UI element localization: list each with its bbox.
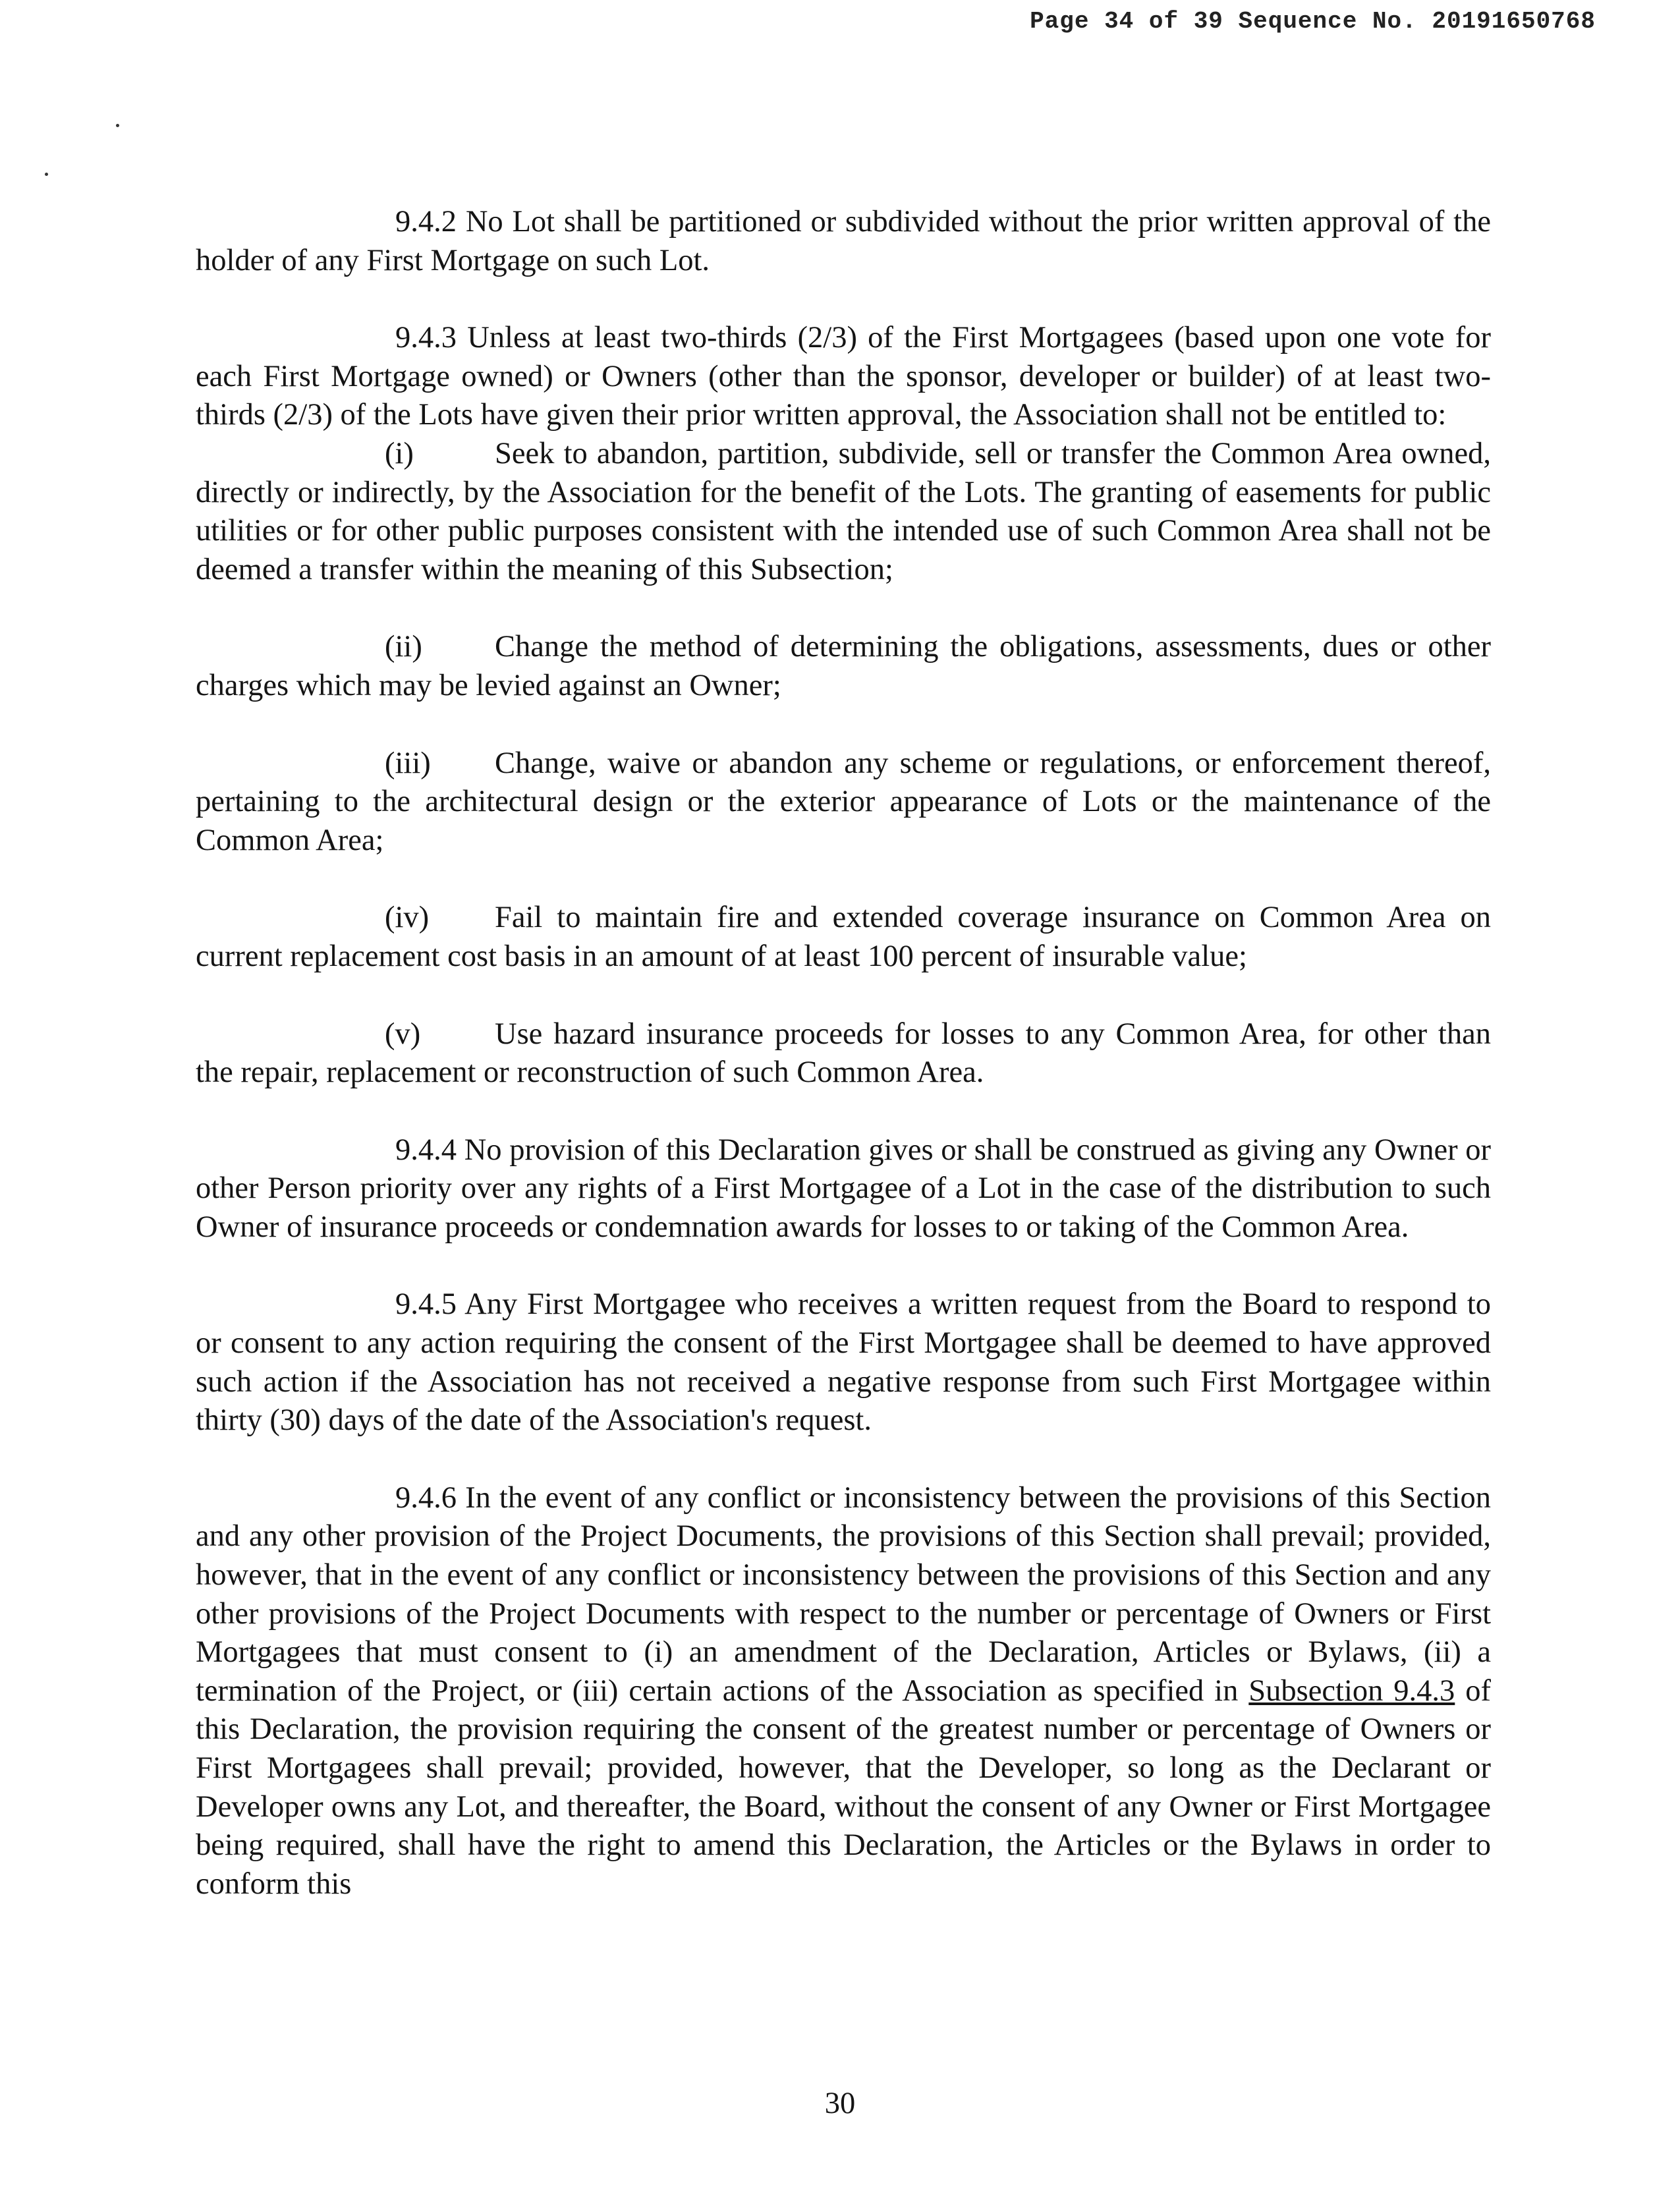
list-item-text: Change the method of determining the obligations, assessments, dues or other charges which may be levied against an Owner; [196, 630, 1491, 702]
list-item-text: Use hazard insurance proceeds for losses to any Common Area, for other than the repair, replacement or reconstruction of such Common Area. [196, 1017, 1491, 1090]
section-9-4-3: 9.4.3 Unless at least two-thirds (2/3) of the First Mortgagees (based upon one vote for each First Mortgage owned) or Owners (other than the sponsor, developer or builder) of at least two-thirds (2/3) of the Lots have given their prior written approval, the Association shall not be entitled to: [196, 321, 1491, 432]
section-9-4-5: 9.4.5 Any First Mortgagee who receives a written request from the Board to respond to or consent to any action requiring the consent of the First Mortgagee shall be deemed to have approved such action if the Association has not received a negative response from such First Mortgagee within thirty (30) days of the date of the Association's request. [196, 1287, 1491, 1438]
list-item-text: Seek to abandon, partition, subdivide, sell or transfer the Common Area owned, directly or indirectly, by the Association for the benefit of the Lots. The granting of easements for public utilities or for other public purposes consistent with the intended use of such Common Area shall not be deemed a transfer within the meaning of this Subsection; [196, 436, 1491, 586]
list-item-number: (i) [385, 436, 414, 470]
page-number: 30 [824, 2087, 856, 2120]
scan-speck [45, 173, 48, 176]
list-item [196, 1015, 1491, 1092]
section-9-4-2: 9.4.2 No Lot shall be partitioned or subdivided without the prior written approval of the holder of any First Mortgage on such Lot. [196, 205, 1491, 277]
list-item-number: (iv) [385, 901, 430, 935]
list-item-number: (iii) [385, 746, 431, 780]
section-9-4-6-text: 9.4.6 In the event of any conflict or inconsistency between the provisions of this Section and any other provision of the Project Documents, the provisions of this Section shall prevail; provided, however, that in the event of any conflict or inconsistency between the provisions of this Section and any other provisions of the Project Documents with respect to the number or percentage of Owners or First Mortgagees that must consent to (i) an amendment of the Declaration, Articles or Bylaws, (ii) a termination of the Project, or (iii) certain actions of the Association as specified in [196, 1480, 1491, 1708]
document-body [196, 203, 1491, 1903]
list-item-number: (v) [385, 1017, 421, 1051]
list-item-text: Change, waive or abandon any scheme or regulations, or enforcement thereof, pertaining to the architectural design or the exterior appearance of Lots or the maintenance of the Common Area; [196, 746, 1491, 857]
subsection-reference: Subsection 9.4.3 [1248, 1674, 1455, 1708]
list-item [196, 899, 1491, 976]
list-item [196, 745, 1491, 860]
list-item [196, 435, 1491, 589]
page-sequence-header: Page 34 of 39 Sequence No. 20191650768 [1030, 8, 1596, 35]
scan-speck [116, 124, 119, 127]
section-9-4-6 [196, 1479, 1491, 1904]
section-9-4-6-text-continued: of this Declaration, the provision requiring the consent of the greatest number or percentage of Owners or First Mortgagees shall prevail; provided, however, that the Developer, so long as the Declarant or Developer owns any Lot, and thereafter, the Board, without the consent of any Owner or First Mortgagee being required, shall have the right to amend this Declaration, the Articles or the Bylaws in order to conform this [196, 1674, 1491, 1901]
list-item-number: (ii) [385, 630, 422, 664]
list-item [196, 628, 1491, 705]
section-9-4-4: 9.4.4 No provision of this Declaration gives or shall be construed as giving any Owner or other Person priority over any rights of a First Mortgagee of a Lot in the case of the distribution to such Owner of insurance proceeds or condemnation awards for losses to or taking of the Common Area. [196, 1133, 1491, 1244]
list-item-text: Fail to maintain fire and extended coverage insurance on Common Area on current replacement cost basis in an amount of at least 100 percent of insurable value; [196, 901, 1491, 973]
